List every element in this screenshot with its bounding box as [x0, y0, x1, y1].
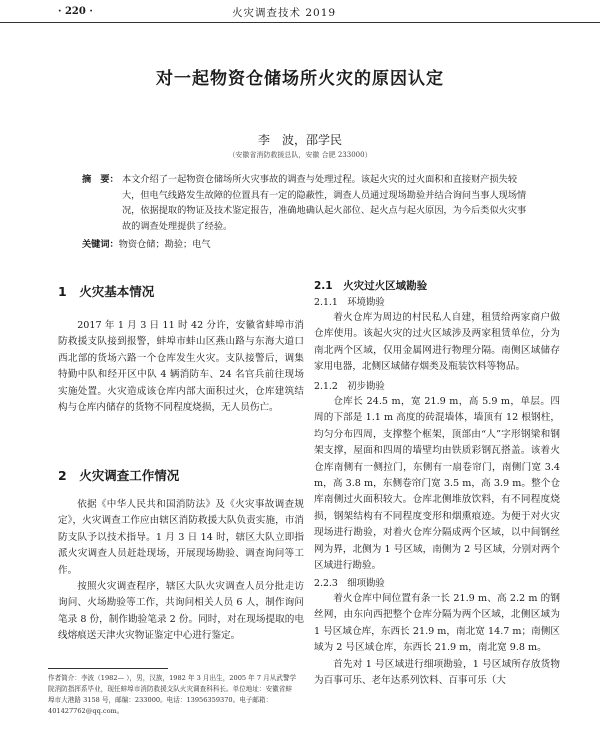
running-header [0, 0, 600, 23]
section-2-2-3-body [314, 591, 560, 689]
authors: 李 波，邵学民 [257, 133, 342, 147]
section-2-1-1-body [314, 310, 560, 376]
detail-survey-text: 着火仓库中间位置有条一长 21.9 m、高 2.2 m 的钢丝网，由东向西把整个仓库分隔为两个区域，北侧区域为 1 号区域仓库，东西长 21.9 m，南北宽 14.7 m；南侧区域为 2 号区域仓库，东西长 21.9 m，南北宽 9.8 m。 [314, 593, 560, 654]
keywords-text: 物资仓储；勘验；电气 [118, 239, 211, 250]
section-2-1-2-heading: 2.1.2 初步勘验 [314, 381, 385, 392]
environment-survey-text: 着火仓库为周边的村民私人自建，租赁给两家商户做仓库使用。该起火灾的过火区域涉及两家租赁单位，分为南北两个区域，仅用金属网进行物理分隔。南侧区域储存家用电器，北侧区域储存烟类及瓶装饮料等物品。 [314, 312, 560, 373]
abstract [82, 172, 532, 235]
section-2-2-3-heading: 2.2.3 细项勘验 [314, 578, 385, 589]
section-1-body [58, 318, 304, 416]
footnote: 作者简介：李波（1982— ），男，汉族，1982 年 3 月出生，2005 年 7 月从武警学院消防指挥系毕业，现任蚌埠市消防救援支队火灾调查科科长。单位地址：安徽省蚌埠市大港路 3158 号，邮编：233000。电话：13956359370。电子邮箱：401427762@qq.com。 [48, 674, 297, 715]
section-2-1-2-body [314, 394, 560, 574]
paper-title: 对一起物资仓储场所火灾的原因认定 [156, 69, 444, 89]
section-2-heading: 2 火灾调查工作情况 [58, 468, 180, 483]
section-2-1-heading: 2.1 火灾过火区域勘验 [314, 280, 428, 292]
abstract-text: 本文介绍了一起物资仓储场所火灾事故的调查与处理过程。该起火灾的过火面积和直接财产损失较大，但电气线路发生故障的位置具有一定的隐蔽性，调查人员通过现场勘验并结合询问当事人现场情况，依据提取的物证及技术鉴定报告，准确地确认起火部位、起火点与起火原因，为今后类似火灾事故的调查处理提供了经验。 [122, 174, 527, 233]
journal-name: 火灾调查技术 2019 [232, 7, 337, 19]
affiliation: （安徽省消防救援总队，安徽 合肥 233000） [228, 151, 372, 159]
initial-survey-text: 仓库长 24.5 m，宽 21.9 m，高 5.9 m，单层。四周的下部是 1.1 m 高度的砖混墙体，墙顶有 12 根钢柱，均匀分布四周，支撑整个框架，顶部由“人”字形钢梁和钢架支撑，屋面和四周的墙壁均由铁质彩钢瓦搭盖。该着火仓库南侧有一侧拉门，东侧有一扇卷帘门，南侧门宽 3.4 m，高 3.8 m，东侧卷帘门宽 3.5 m，高 3.9 m。整个仓库南侧过火面积较大。仓库北侧堆放饮料，有不同程度烧损，钢架结构有不同程度变形和烟熏痕迹。为便于对火灾现场进行勘验，对着火仓库分隔成两个区域，以中间钢丝网为界，北侧为 1 号区域，南侧为 2 号区域，分别对两个区域进行勘验。 [314, 396, 560, 572]
abstract-label: 摘 要： [82, 174, 119, 185]
keywords [82, 236, 532, 250]
footnote-rule [48, 668, 168, 669]
section-2-paragraph: 依据《中华人民共和国消防法》及《火灾事故调查规定》，火灾调查工作应由辖区消防救援大队负责实施，市消防支队予以技术指导。1 月 3 日 14 时，辖区大队立即指派火灾调查人员赶赴现场，开展现场勘验、调查询问等工作。 [58, 499, 304, 576]
section-2-body [58, 497, 304, 645]
page-number: · 220 · [58, 6, 93, 17]
section-1-heading: 1 火灾基本情况 [58, 284, 155, 299]
section-1-paragraph: 2017 年 1 月 3 日 11 时 42 分许，安徽省蚌埠市消防救援支队接到报警，蚌埠市蚌山区燕山路与东海大道口西北部的货场六路一个仓库发生火灾。支队接警后，调集特勤中队和经开区中队 4 辆消防车、24 名官兵前往现场实施处置。火灾造成该仓库内部大面积过火，仓库建筑结构与仓库内储存的货物不同程度烧损，无人员伤亡。 [58, 320, 304, 414]
keywords-label: 关键词： [82, 239, 119, 250]
section-2-paragraph: 按照火灾调查程序，辖区大队火灾调查人员分批走访询问、火场勘验等工作，共询问相关人员 6 人，制作询问笔录 8 份，制作勘验笔录 2 份。同时，对在现场提取的电线熔痕送天津火灾物证鉴定中心进行鉴定。 [58, 581, 304, 642]
section-2-1-1-heading: 2.1.1 环境勘验 [314, 297, 385, 308]
detail-survey-text: 首先对 1 号区域进行细项勘验，1 号区域所存放货物为百事可乐、老年达系列饮料、百事可乐（大 [314, 658, 560, 687]
